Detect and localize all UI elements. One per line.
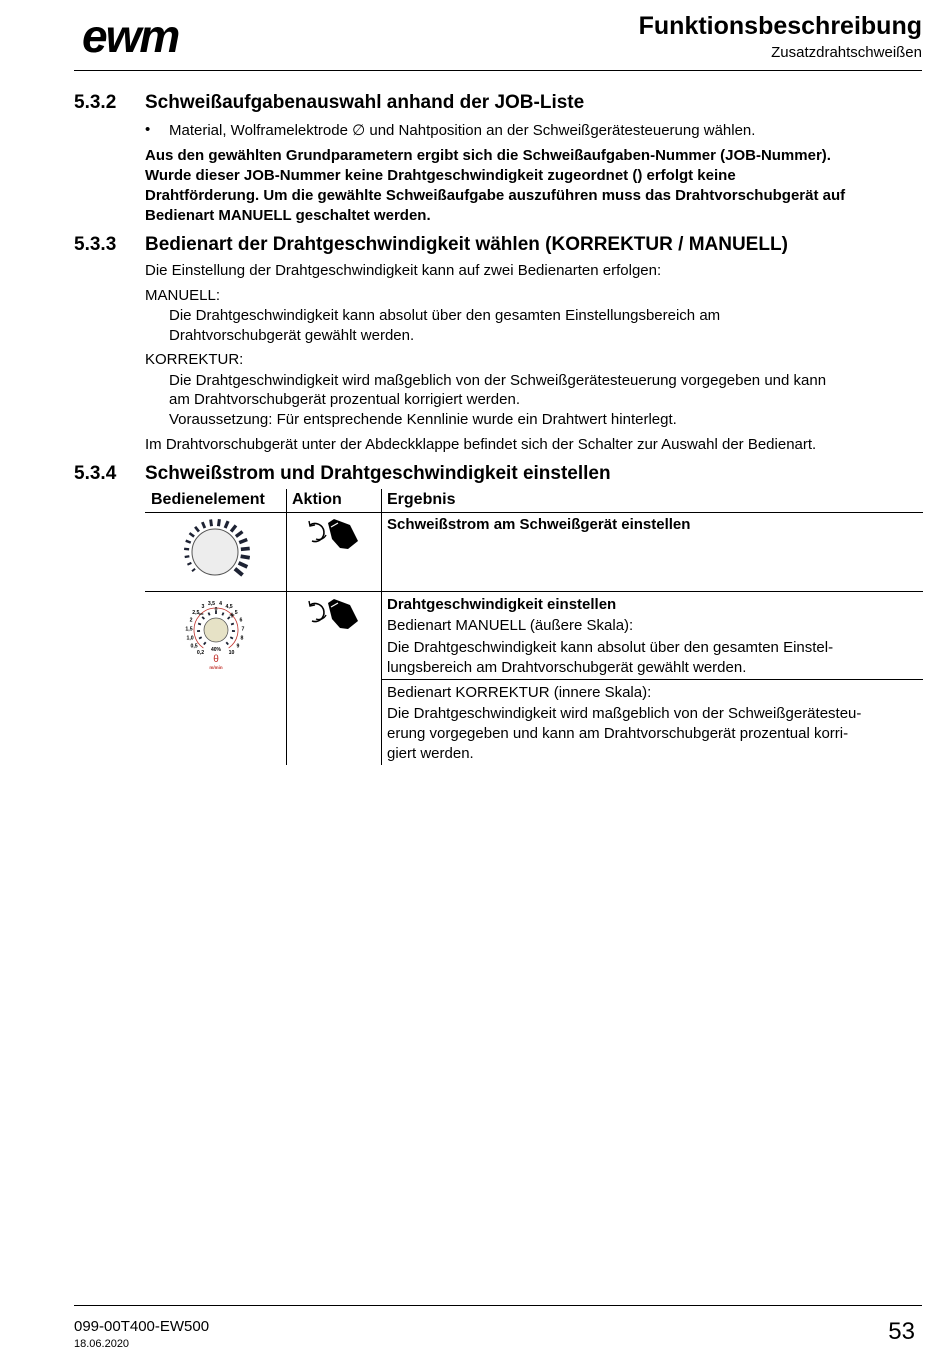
knob-tick	[187, 563, 191, 565]
dial-inner-tick	[198, 624, 201, 625]
table-column-rule	[381, 489, 382, 765]
knob-tick	[186, 541, 191, 543]
knob-tick	[185, 556, 190, 557]
dial-scale-label: 3,5	[207, 601, 216, 608]
dial-scale-label: 8	[240, 635, 244, 642]
knob-tick	[235, 569, 243, 575]
table-row-rule	[145, 591, 923, 592]
korrektur-text: Die Drahtgeschwindigkeit wird maßgeblich von der Schweißgerätesteuerung vorgegeben und kann	[169, 372, 827, 389]
intro-text: Die Einstellung der Drahtgeschwindigkeit kann auf zwei Bedienarten erfolgen:	[145, 262, 662, 279]
knob-tick	[225, 521, 228, 528]
inner-plus-label: +	[229, 610, 235, 620]
section-number: 5.3.2	[74, 92, 117, 113]
row2-manuell-text: lungsbereich am Drahtvorschubgerät gewählt werden.	[387, 659, 747, 676]
percent-label: 40%	[210, 647, 222, 653]
table-header-ergebnis: Ergebnis	[387, 491, 456, 508]
dial-scale-label: 3	[201, 604, 205, 611]
row2-manuell-text: Die Drahtgeschwindigkeit kann absolut über den gesamten Einstel-	[387, 639, 834, 656]
dial-inner-tick	[222, 613, 223, 616]
turn-knob-hand-icon	[304, 595, 362, 631]
bold-paragraph-line: Aus den gewählten Grundparametern ergibt sich die Schweißaufgaben-Nummer (JOB-Nummer).	[145, 147, 831, 164]
dial-scale-label: 2	[189, 617, 193, 624]
korrektur-text: am Drahtvorschubgerät prozentual korrigiert werden.	[169, 391, 520, 408]
bold-paragraph-line: Wurde dieser JOB-Nummer keine Drahtgeschwindigkeit zugeordnet () erfolgt keine	[145, 167, 736, 184]
dial-inner-tick	[199, 637, 202, 638]
dial-scale-label: 0,5	[190, 643, 198, 650]
dial-inner-tick	[204, 642, 206, 644]
unit-label: m/min	[209, 665, 223, 670]
korrektur-text: Voraussetzung: Für entsprechende Kennlinie wurde ein Drahtwert hinterlegt.	[169, 411, 677, 428]
knob-tick	[241, 556, 250, 558]
manuell-text: Die Drahtgeschwindigkeit kann absolut über den gesamten Einstellungsbereich am	[169, 307, 721, 324]
dial-inner-tick	[231, 624, 234, 625]
knob-tick	[189, 533, 194, 536]
row2-korrektur-text: erung vorgegeben und kann am Drahtvorschubgerät prozentual korri-	[387, 725, 849, 742]
bold-paragraph-line: Drahtförderung. Um die gewählte Schweißaufgabe auszuführen muss das Drahtvorschubgerät auf	[145, 187, 846, 204]
knob-tick	[241, 548, 250, 549]
knob-tick	[184, 549, 189, 550]
table-cell-rule	[381, 679, 923, 680]
knob-tick	[231, 525, 236, 531]
section-title: Bedienart der Drahtgeschwindigkeit wählen (KORREKTUR / MANUELL)	[145, 234, 788, 255]
footer-divider	[74, 1305, 922, 1306]
dial-inner-tick	[226, 642, 228, 644]
dial-scale-label: 1,5	[185, 626, 193, 633]
dial-scale-label: 9	[236, 643, 240, 650]
wire-speed-dial-icon	[176, 592, 256, 674]
knob-tick	[239, 540, 247, 543]
bullet-icon: •	[145, 121, 151, 138]
manuell-text: Drahtvorschubgerät gewählt werden.	[169, 327, 415, 344]
logo-text: ewm	[82, 14, 179, 62]
row2-korrektur-text: Die Drahtgeschwindigkeit wird maßgeblich von der Schweißgerätesteu-	[387, 705, 862, 722]
note-text: Im Drahtvorschubgerät unter der Abdeckklappe befindet sich der Schalter zur Auswahl der Bedienart.	[145, 436, 817, 453]
knob-tick	[211, 519, 212, 526]
row2-korrektur-text: giert werden.	[387, 745, 474, 762]
table-header-bedienelement: Bedienelement	[151, 491, 265, 508]
knob-tick	[236, 532, 243, 537]
inner-minus-label: −	[198, 609, 204, 619]
section-title: Schweißstrom und Drahtgeschwindigkeit einstellen	[145, 463, 611, 484]
section-number: 5.3.4	[74, 463, 117, 484]
section-number: 5.3.3	[74, 234, 117, 255]
table-column-rule	[286, 489, 287, 765]
dial-scale-label: 2,5	[192, 609, 200, 616]
dial-scale-label: 6	[239, 617, 243, 624]
document-number: 099-00T400-EW500	[74, 1318, 210, 1335]
table-header-aktion: Aktion	[292, 491, 342, 508]
dial-scale-label: 4,5	[225, 604, 233, 611]
turn-knob-hand-icon	[304, 515, 362, 551]
header-divider	[74, 70, 922, 71]
dial-scale-label: 1,0	[186, 635, 194, 642]
knob-tick	[192, 569, 195, 572]
row2-korrektur-label: Bedienart KORREKTUR (innere Skala):	[387, 684, 652, 701]
rotary-knob-icon	[180, 515, 250, 585]
dial-inner-tick	[208, 613, 209, 616]
header-title: Funktionsbeschreibung	[638, 12, 922, 40]
row2-manuell-label: Bedienart MANUELL (äußere Skala):	[387, 617, 634, 634]
table-header-rule	[145, 512, 923, 513]
dial-scale-label: 7	[241, 626, 245, 633]
ewm-logo	[82, 14, 212, 64]
header-subtitle: Zusatzdrahtschweißen	[771, 44, 922, 61]
row1-result: Schweißstrom am Schweißgerät einstellen	[387, 516, 691, 533]
bullet-text: Material, Wolframelektrode ∅ und Nahtposition an der Schweißgerätesteuerung wählen.	[169, 122, 756, 139]
korrektur-label: KORREKTUR:	[145, 351, 244, 368]
page-number: 53	[888, 1318, 915, 1345]
bold-paragraph-line: Bedienart MANUELL geschaltet werden.	[145, 207, 431, 224]
knob-tick	[218, 519, 219, 526]
knob-tick	[195, 527, 199, 532]
row2-result-title: Drahtgeschwindigkeit einstellen	[387, 596, 617, 613]
inner-zero-label: 0	[214, 607, 218, 613]
dial-scale-label: 4	[219, 601, 222, 608]
wire-feed-symbol-icon: θ	[213, 654, 219, 665]
knob-tick	[202, 522, 205, 528]
document-date: 18.06.2020	[74, 1338, 130, 1350]
manuell-label: MANUELL:	[145, 287, 221, 304]
section-title: Schweißaufgabenauswahl anhand der JOB-Liste	[145, 92, 585, 113]
knob-tick	[239, 563, 248, 567]
dial-scale-label: 5	[234, 609, 238, 616]
dial-scale-label: 0,2	[196, 649, 205, 656]
dial-inner-tick	[230, 637, 233, 638]
dial-scale-label: 10	[228, 649, 235, 656]
